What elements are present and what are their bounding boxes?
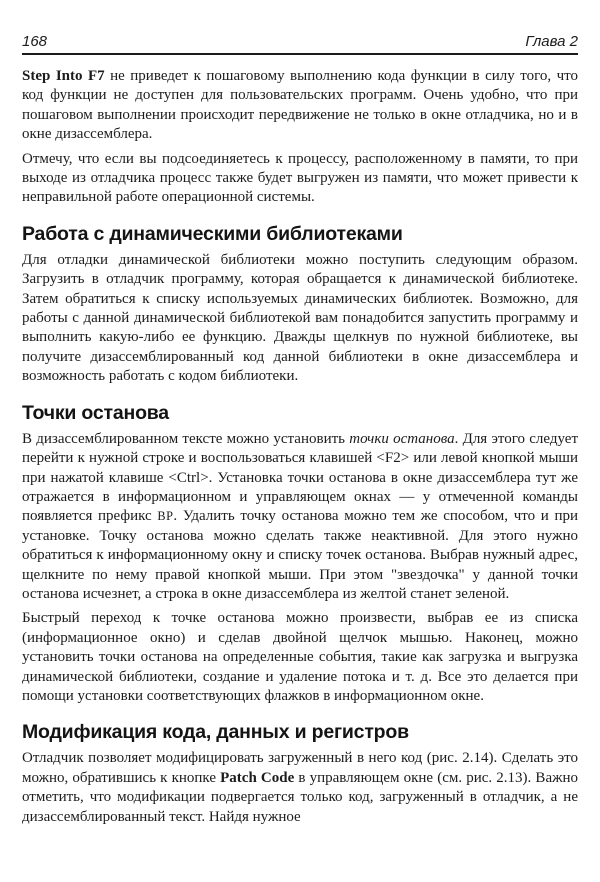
running-head [22, 33, 578, 55]
body-paragraph [22, 430, 578, 605]
text-run-normal: Быстрый переход к точке останова можно произвести, выбрав ее из списка (информационное окно) и сделав двойной щелчок мышью. Наконец, можно установить точки останова на определенные события, такие как загрузка и выгрузка динамической библиотеки, создание и удаление потока и т. д. Все это делается при помощи установки соответствующих флажков в информационном окне. [22, 610, 578, 704]
body-paragraph [22, 251, 578, 387]
text-run-normal: . Для этого следует перейти к нужной строке и воспользоваться клавишей <F2> или левой кнопкой мыши при нажатой клавише <Ctrl>. Установка точки останова в окне дизассемблера тут же отражается в информационном и управляющем окнах — у отмеченной команды появляется префикс [22, 430, 578, 525]
text-run-normal: не приведет к пошаговому выполнению кода функции в силу того, что код функции не доступен для пользовательских программ. Очень удобно, что при пошаговом выполнении происходит передвижение не только в окне отладчика, но и в окне дизассемблера. [22, 68, 578, 143]
text-run-normal: Отмечу, что если вы подсоединяетесь к процессу, расположенному в памяти, то при выходе из отладчика процесс также будет выгружен из памяти, что может привести к неправильной работе операционной системы. [22, 150, 578, 206]
text-run-normal: Для отладки динамической библиотеки можно поступить следующим образом. Загрузить в отладчик программу, которая обращается к динамической библиотеке. Затем обратиться к списку используемых динамических библиотек. Возможно, для работы с данной динамической библиотекой вам понадобится запустить программу и выполнить какую-либо ее функцию. Дважды щелкнув по нужной библиотеке, вы получите дизассемблированный код данной библиотеки в окне дизассемблера и возможность работать с кодом библиотеки. [22, 251, 578, 385]
page-number: 168 [22, 33, 48, 50]
text-run-italic: точки останова [349, 430, 455, 447]
section-heading: Работа с динамическими библиотеками [22, 222, 403, 245]
text-run-normal: . Удалить точку останова можно тем же способом, что и при установке. Точку останова можно сделать также неактивной. Для этого нужно обратиться к информационному окну и списку точек останова. Выбрав нужный адрес, щелкните по нему правой кнопкой мыши. При этом "звездочка" у данной точки останова исчезнет, а строка в окне дизассемблера из желтой станет зеленой. [22, 508, 578, 602]
text-run-smallcaps: BP [157, 509, 174, 524]
chapter-label: Глава 2 [525, 33, 578, 50]
body-paragraph [22, 67, 578, 145]
page-content [22, 67, 578, 827]
text-run-normal: В дизассемблированном тексте можно установить [22, 430, 350, 447]
section-heading: Модификация кода, данных и регистров [22, 721, 409, 744]
text-run-normal: Отладчик позволяет модифицировать загруженный в него код (рис. 2.14). Сделать это можно, обратившись к кнопке [22, 750, 578, 786]
body-paragraph [22, 749, 578, 827]
text-run-normal: в управляющем окне (см. рис. 2.13). Важно отметить, что модификации подвергается только код, загруженный в отладчик, а не дизассемблированный текст. Найдя нужное [22, 769, 578, 825]
text-run-bold: Step Into F7 [22, 68, 105, 84]
body-paragraph [22, 150, 578, 208]
body-paragraph [22, 609, 578, 706]
section-heading: Точки останова [22, 401, 169, 424]
text-run-bold: Patch Code [220, 769, 295, 786]
